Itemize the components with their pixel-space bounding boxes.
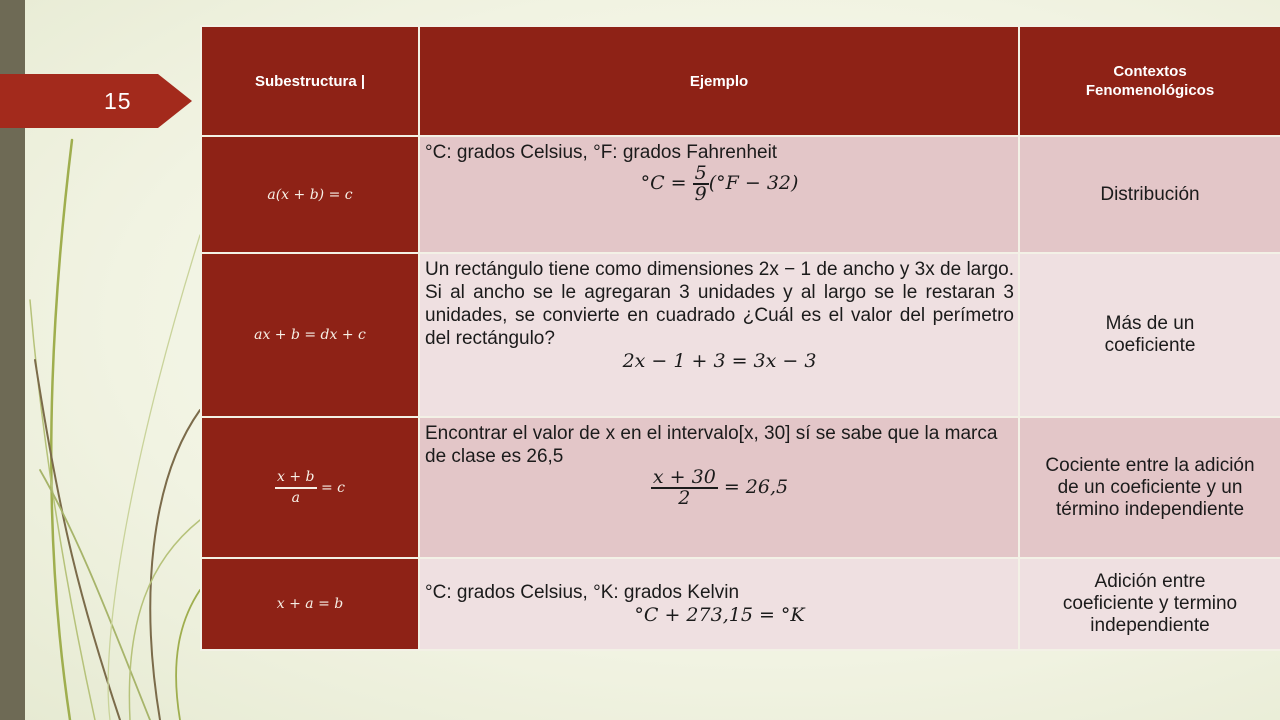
header-contexts-label: Contextos Fenomenológicos [1085,63,1215,99]
substructure-formula: ax + b = dx + c [201,253,419,417]
header-example: Ejemplo [419,26,1019,136]
substructure-formula: x + a = b [201,558,419,650]
label-numerator: x + b [275,468,317,489]
example-cell [419,417,1019,558]
table-row [201,253,1280,417]
context-cell: Distribución [1019,136,1280,253]
example-cell [419,558,1019,650]
header-substructure: Subestructura | [201,26,419,136]
fraction-numerator: x + 30 [652,466,716,488]
label-denominator: a [291,489,300,506]
table-row [201,136,1280,253]
example-formula [425,164,1014,204]
formula-fraction [693,164,709,204]
example-text: Encontrar el valor de x en el intervalo[x, 30] sí se sabe que la marca de clase es 26,5 [425,423,998,467]
formula-fraction [651,468,718,508]
formula-lhs: °C = [640,172,687,194]
substructure-formula [201,417,419,558]
label-fraction [275,468,317,508]
context-cell [1019,558,1280,650]
context-text: Cociente entre la adición de un coeficiente y un término independiente [1045,454,1255,520]
substructure-formula: a(x + b) = c [201,136,419,253]
fraction-denominator: 9 [694,183,707,205]
page-number-badge [0,74,192,128]
page-number: 15 [104,88,132,114]
fraction-denominator: 2 [678,487,691,509]
header-contexts [1019,26,1280,136]
badge-arrow-shape [0,74,192,128]
context-text: Adición entre coeficiente y termino independiente [1062,571,1238,636]
example-formula [425,468,1014,508]
example-formula: °C + 273,15 = °K [634,604,805,626]
table-row [201,417,1280,558]
substructure-table [200,25,1280,651]
formula-rhs: = 26,5 [723,476,789,498]
example-text: °C: grados Celsius, °F: grados Fahrenheit [425,142,778,163]
example-cell [419,253,1019,417]
context-cell [1019,253,1280,417]
fraction-numerator: 5 [694,162,707,184]
formula-rhs: (°F − 32) [708,172,799,194]
example-text: Un rectángulo tiene como dimensiones 2x − 1 de ancho y 3x de largo. Si al ancho se le agregaran 3 unidades y al largo se le restaran 3 unidades, se convierte en cuadrado ¿Cuál es el valor del perímetro del rectángulo? [425,259,1014,349]
example-text: °C: grados Celsius, °K: grados Kelvin [425,582,740,603]
label-rhs: = c [320,479,345,496]
table-header-row [201,26,1280,136]
context-cell [1019,417,1280,558]
context-text: Más de un coeficiente [1104,313,1196,356]
table-row [201,558,1280,650]
example-cell [419,136,1019,253]
example-formula: 2x − 1 + 3 = 3x − 3 [622,350,817,372]
